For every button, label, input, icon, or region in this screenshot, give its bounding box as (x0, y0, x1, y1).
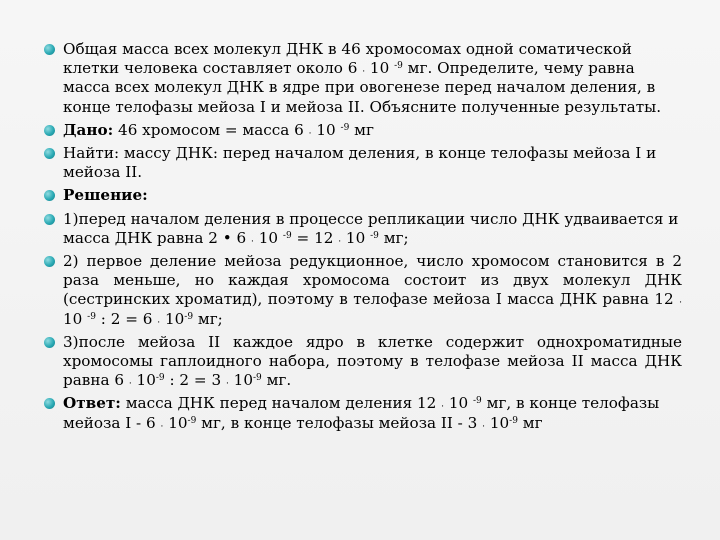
exponent: -9 (184, 311, 194, 322)
list-item (44, 121, 682, 140)
item-text: мг. Определите, чему равна масса всех молекул ДНК в ядре при овогенезе перед началом деления, в конце телофазы мейоза I и мейоза II. Объясните полученные результаты. (63, 59, 662, 116)
item-text: мг; (378, 228, 409, 247)
exponent: -9 (340, 122, 350, 133)
item-text: мг; (193, 309, 223, 328)
exponent: -9 (370, 230, 379, 241)
item-text: : 2 = 6 (95, 309, 158, 328)
item-text: 10 (365, 59, 395, 78)
item-text: мг (349, 120, 374, 139)
item-text: 10 (485, 413, 510, 432)
list-item (44, 210, 682, 248)
bullet-icon (44, 256, 55, 267)
bullet-icon (44, 337, 55, 348)
exponent: -9 (282, 230, 292, 241)
item-text: масса ДНК перед началом деления 12 (120, 394, 442, 413)
item-label: Решение: (63, 186, 148, 205)
list-item (44, 252, 682, 329)
item-text: 10 (341, 228, 371, 247)
item-text: 10 (160, 309, 185, 328)
multiply-dot: · (308, 128, 312, 139)
list-item (44, 186, 682, 205)
item-text: 10 (444, 394, 473, 413)
item-text: мг, в конце телофазы мейоза I - 6 (63, 394, 660, 432)
bullet-icon (44, 148, 55, 159)
list-item (44, 394, 682, 432)
multiply-dot: · (157, 317, 161, 328)
item-text: 10 (311, 120, 341, 139)
exponent: -9 (509, 415, 518, 426)
item-label: Дано: (63, 120, 114, 139)
item-text: 10 (131, 371, 156, 390)
bullet-icon (44, 398, 55, 409)
exponent: -9 (155, 373, 165, 384)
list-item (44, 144, 682, 182)
multiply-dot: · (482, 421, 486, 432)
bullet-icon (44, 214, 55, 225)
multiply-dot: · (160, 421, 164, 432)
item-text: 3)после мейоза II каждое ядро в клетке содержит однохроматидные хромосомы гаплоидного набора, поэтому в телофазе мейоза II масса ДНК равна 6 (63, 332, 682, 390)
exponent: -9 (252, 373, 262, 384)
item-text: 10 (253, 228, 283, 247)
item-text: : 2 = 3 (164, 371, 226, 390)
item-text: 10 (228, 371, 253, 390)
exponent: -9 (473, 396, 482, 407)
exponent: -9 (87, 311, 96, 322)
multiply-dot: · (338, 236, 342, 247)
multiply-dot: · (251, 236, 254, 247)
item-text: мг (517, 413, 543, 432)
item-text: 46 хромосом = масса 6 (113, 120, 309, 139)
list-item (44, 333, 682, 391)
multiply-dot: · (679, 298, 682, 309)
item-text: Общая масса всех молекул ДНК в 46 хромосомах одной соматической клетки человека составляет около 6 (63, 40, 632, 78)
bullet-icon (44, 44, 55, 55)
item-text: мг, в конце телофазы мейоза II - 3 (196, 413, 483, 432)
bullet-icon (44, 125, 55, 136)
item-text: = 12 (291, 228, 339, 247)
bullet-icon (44, 190, 55, 201)
multiply-dot: · (362, 67, 366, 78)
multiply-dot: · (225, 379, 229, 390)
item-label: Ответ: (63, 394, 121, 413)
multiply-dot: · (441, 402, 445, 413)
item-text: 10 (63, 309, 88, 328)
item-text: Найти: массу ДНК: перед началом деления, в конце телофазы мейоза I и мейоза II. (63, 144, 657, 182)
list-item (44, 40, 682, 117)
item-text: 10 (163, 413, 188, 432)
item-text: 1)перед началом деления в процессе репликации число ДНК удваивается и масса ДНК равна 2 • 6 (63, 209, 679, 247)
exponent: -9 (394, 61, 403, 72)
multiply-dot: · (128, 379, 132, 390)
item-text: 2) первое деление мейоза редукционное, число хромосом становится в 2 раза меньше, но каждая хромосома состоит из двух молекул ДНК (сестринских хроматид), поэтому в телофазе мейоза I масса ДНК равна 12 (63, 252, 682, 309)
item-text: мг. (261, 371, 292, 390)
exponent: -9 (187, 415, 197, 426)
